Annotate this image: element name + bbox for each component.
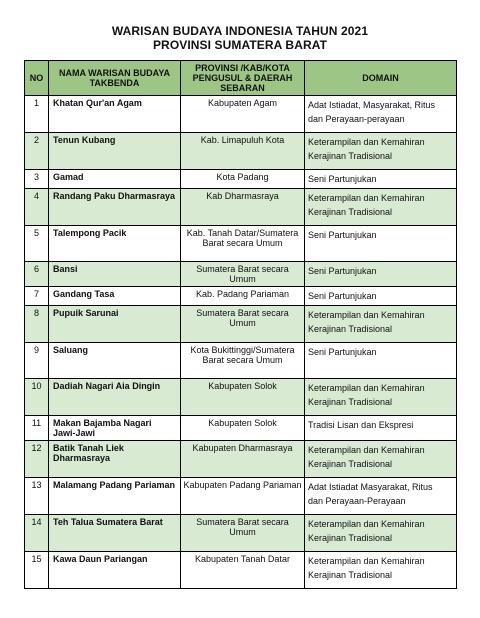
domain-line: Adat Istiadat Masyarakat, Ritus	[308, 482, 433, 492]
domain-line: Kerajinan Tradisional	[308, 533, 393, 543]
domain-line: dan Perayaan-perayaan	[308, 114, 405, 124]
domain-line: Seni Partunjukan	[308, 347, 377, 357]
cell-heritage-name: Batik Tanah Liek Dharmasraya	[49, 441, 181, 478]
cell-heritage-name: Randang Paku Dharmasraya	[49, 189, 181, 226]
cell-domain	[305, 478, 457, 515]
cell-heritage-name: Teh Talua Sumatera Barat	[49, 515, 181, 552]
cell-heritage-name: Pupuik Sarunai	[49, 306, 181, 343]
domain-line: Kerajinan Tradisional	[308, 324, 393, 334]
domain-line: Tradisi Lisan dan Ekspresi	[308, 420, 414, 430]
cell-no: 6	[25, 262, 49, 287]
cell-province: Kota Bukittinggi/Sumatera Barat secara Umum	[181, 343, 305, 379]
cell-province: Kabupaten Solok	[181, 379, 305, 416]
table-row	[25, 96, 457, 133]
cell-province: Kab. Tanah Datar/Sumatera Barat secara Umum	[181, 226, 305, 262]
cell-domain	[305, 379, 457, 416]
cell-heritage-name: Gandang Tasa	[49, 287, 181, 306]
header-province: PROVINSI /KAB/KOTA PENGUSUL & DAERAH SEBARAN	[181, 61, 305, 96]
cell-province: Kab. Limapuluh Kota	[181, 133, 305, 170]
cell-no: 11	[25, 416, 49, 441]
cell-no: 8	[25, 306, 49, 343]
table-row	[25, 416, 457, 441]
cell-no: 15	[25, 552, 49, 589]
cell-no: 2	[25, 133, 49, 170]
cell-heritage-name: Saluang	[49, 343, 181, 379]
domain-line: Keterampilan dan Kemahiran	[308, 445, 425, 455]
table-row	[25, 379, 457, 416]
cell-heritage-name: Khatan Qur'an Agam	[49, 96, 181, 133]
table-row	[25, 170, 457, 189]
cell-no: 1	[25, 96, 49, 133]
header-name: NAMA WARISAN BUDAYA TAKBENDA	[49, 61, 181, 96]
cell-no: 5	[25, 226, 49, 262]
table-body	[25, 96, 457, 589]
document-subtitle: PROVINSI SUMATERA BARAT	[152, 38, 328, 52]
cell-province: Kabupaten Dharmasraya	[181, 441, 305, 478]
cell-domain	[305, 226, 457, 262]
cell-province: Sumatera Barat secara Umum	[181, 306, 305, 343]
domain-line: Seni Partunjukan	[308, 174, 377, 184]
cell-heritage-name: Kawa Daun Pariangan	[49, 552, 181, 589]
cell-heritage-name: Gamad	[49, 170, 181, 189]
domain-line: Keterampilan dan Kemahiran	[308, 383, 425, 393]
table-row	[25, 262, 457, 287]
cell-province: Kabupaten Solok	[181, 416, 305, 441]
cell-heritage-name: Dadiah Nagari Aia Dingin	[49, 379, 181, 416]
cell-no: 10	[25, 379, 49, 416]
cell-province: Kota Padang	[181, 170, 305, 189]
cell-heritage-name: Malamang Padang Pariaman	[49, 478, 181, 515]
cell-no: 13	[25, 478, 49, 515]
cell-domain	[305, 287, 457, 306]
domain-line: Seni Partunjukan	[308, 230, 377, 240]
cell-no: 4	[25, 189, 49, 226]
cell-domain	[305, 189, 457, 226]
domain-line: Keterampilan dan Kemahiran	[308, 519, 425, 529]
document-title: WARISAN BUDAYA INDONESIA TAHUN 2021	[111, 24, 369, 38]
domain-line: Seni Partunjukan	[308, 266, 377, 276]
domain-line: Keterampilan dan Kemahiran	[308, 310, 425, 320]
domain-line: Keterampilan dan Kemahiran	[308, 193, 425, 203]
domain-line: Kerajinan Tradisional	[308, 570, 393, 580]
header-domain: DOMAIN	[305, 61, 457, 96]
cell-no: 12	[25, 441, 49, 478]
domain-line: Kerajinan Tradisional	[308, 397, 393, 407]
cell-province: Sumatera Barat secara Umum	[181, 515, 305, 552]
cell-province: Kab. Padang Pariaman	[181, 287, 305, 306]
table-row	[25, 133, 457, 170]
cell-domain	[305, 515, 457, 552]
domain-line: Kerajinan Tradisional	[308, 151, 393, 161]
cell-heritage-name: Tenun Kubang	[49, 133, 181, 170]
table-row	[25, 515, 457, 552]
cell-province: Kabupaten Padang Pariaman	[181, 478, 305, 515]
domain-line: dan Perayaan-Perayaan	[308, 496, 406, 506]
table-row	[25, 306, 457, 343]
table-row	[25, 343, 457, 379]
table-row	[25, 189, 457, 226]
cell-domain	[305, 416, 457, 441]
cell-domain	[305, 343, 457, 379]
domain-line: Keterampilan dan Kemahiran	[308, 137, 425, 147]
domain-line: Kerajinan Tradisional	[308, 459, 393, 469]
domain-line: Keterampilan dan Kemahiran	[308, 556, 425, 566]
cell-heritage-name: Makan Bajamba Nagari Jawi-Jawi	[49, 416, 181, 441]
cell-province: Kabupaten Agam	[181, 96, 305, 133]
cell-no: 14	[25, 515, 49, 552]
cell-domain	[305, 441, 457, 478]
heritage-table	[24, 60, 457, 589]
cell-domain	[305, 552, 457, 589]
cell-no: 3	[25, 170, 49, 189]
domain-line: Kerajinan Tradisional	[308, 207, 393, 217]
table-row	[25, 441, 457, 478]
table-row	[25, 552, 457, 589]
cell-domain	[305, 170, 457, 189]
table-row	[25, 226, 457, 262]
domain-line: Seni Partunjukan	[308, 291, 377, 301]
cell-domain	[305, 306, 457, 343]
domain-line: Adat Istiadat, Masyarakat, Ritus	[308, 100, 436, 110]
cell-heritage-name: Bansi	[49, 262, 181, 287]
cell-province: Sumatera Barat secara Umum	[181, 262, 305, 287]
table-row	[25, 287, 457, 306]
table-header-row	[25, 61, 457, 96]
cell-domain	[305, 133, 457, 170]
cell-domain	[305, 262, 457, 287]
table-row	[25, 478, 457, 515]
cell-heritage-name: Talempong Pacik	[49, 226, 181, 262]
cell-province: Kabupaten Tanah Datar	[181, 552, 305, 589]
cell-no: 9	[25, 343, 49, 379]
cell-province: Kab Dharmasraya	[181, 189, 305, 226]
header-no: NO	[25, 61, 49, 96]
cell-no: 7	[25, 287, 49, 306]
cell-domain	[305, 96, 457, 133]
